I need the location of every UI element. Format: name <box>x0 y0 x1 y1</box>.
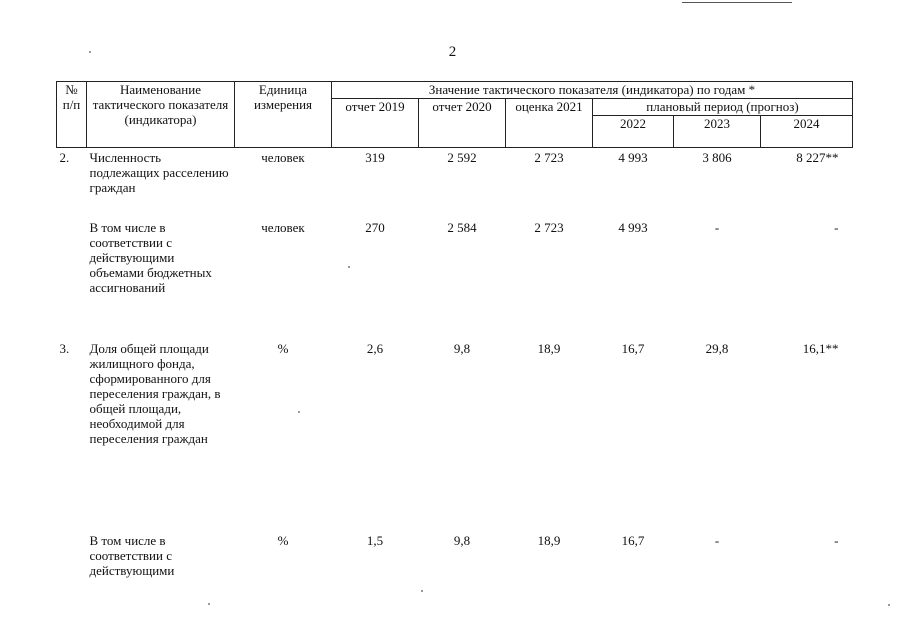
header-unit: Единица измерения <box>235 82 332 148</box>
row-name: Численность подлежащих расселению граждан <box>89 150 229 195</box>
indicators-table <box>56 81 853 589</box>
row-num <box>57 533 87 589</box>
header-report-2019: отчет 2019 <box>332 99 419 148</box>
row-value-2023: - <box>714 532 720 548</box>
row-value-2024: 16,1** <box>802 340 839 356</box>
row-value-2023: 3 806 <box>702 150 732 165</box>
row-num: 3. <box>59 340 70 356</box>
row-value-2024: - <box>834 219 839 235</box>
scan-speck <box>298 411 300 413</box>
scan-speck <box>421 590 423 592</box>
row-num: 2. <box>59 150 70 165</box>
scan-speck <box>89 51 91 53</box>
table-row <box>57 533 853 589</box>
row-value-2022: 4 993 <box>618 150 648 165</box>
header-name: Наименование тактического показателя (индикатора) <box>87 82 235 148</box>
scan-speck <box>888 604 890 606</box>
row-value-2023: 29,8 <box>705 340 729 356</box>
row-value-2024: - <box>834 532 839 548</box>
header-year-2023: 2023 <box>674 116 761 148</box>
row-name: В том числе в соответствии с действующими объемами бюджетных ассигнований <box>89 219 212 295</box>
table-row <box>57 220 853 341</box>
row-value-2023: - <box>714 219 720 235</box>
row-value-2019: 319 <box>365 150 385 165</box>
row-value-2022: 4 993 <box>618 219 648 235</box>
row-name: В том числе в соответствии с действующими <box>89 532 175 578</box>
row-value-2019: 1,5 <box>366 532 384 548</box>
row-value-2019: 270 <box>365 219 385 235</box>
row-value-2024: 8 227** <box>796 150 839 165</box>
header-plan-group: плановый период (прогноз) <box>593 99 853 116</box>
header-year-2024: 2024 <box>761 116 853 148</box>
table-row <box>57 148 853 220</box>
row-value-2019: 2,6 <box>366 340 384 356</box>
row-value-2021: 18,9 <box>537 532 561 548</box>
row-num <box>57 220 87 341</box>
page-number: 2 <box>448 44 457 60</box>
row-unit: % <box>277 532 289 548</box>
top-rule <box>682 2 792 3</box>
row-value-2020: 2 592 <box>447 150 477 165</box>
row-value-2021: 2 723 <box>534 219 564 235</box>
header-values-group: Значение тактического показателя (индикатора) по годам * <box>332 82 853 99</box>
row-value-2020: 2 584 <box>447 219 477 235</box>
row-unit: человек <box>261 219 305 235</box>
row-value-2021: 18,9 <box>537 340 561 356</box>
row-value-2021: 2 723 <box>534 150 564 165</box>
header-report-2020: отчет 2020 <box>419 99 506 148</box>
row-value-2022: 16,7 <box>621 340 645 356</box>
scan-speck <box>208 603 210 605</box>
row-unit: % <box>277 340 289 356</box>
header-estimate-2021: оценка 2021 <box>506 99 593 148</box>
header-year-2022: 2022 <box>593 116 674 148</box>
scan-speck <box>348 266 350 268</box>
row-value-2020: 9,8 <box>453 340 471 356</box>
row-value-2020: 9,8 <box>453 532 471 548</box>
row-name: Доля общей площади жилищного фонда, сформированного для переселения граждан, в общей площади, необходимой для переселения граждан <box>89 340 221 446</box>
row-value-2022: 16,7 <box>621 532 645 548</box>
table-row <box>57 341 853 533</box>
row-unit: человек <box>261 150 305 165</box>
header-num: № п/п <box>57 82 87 148</box>
